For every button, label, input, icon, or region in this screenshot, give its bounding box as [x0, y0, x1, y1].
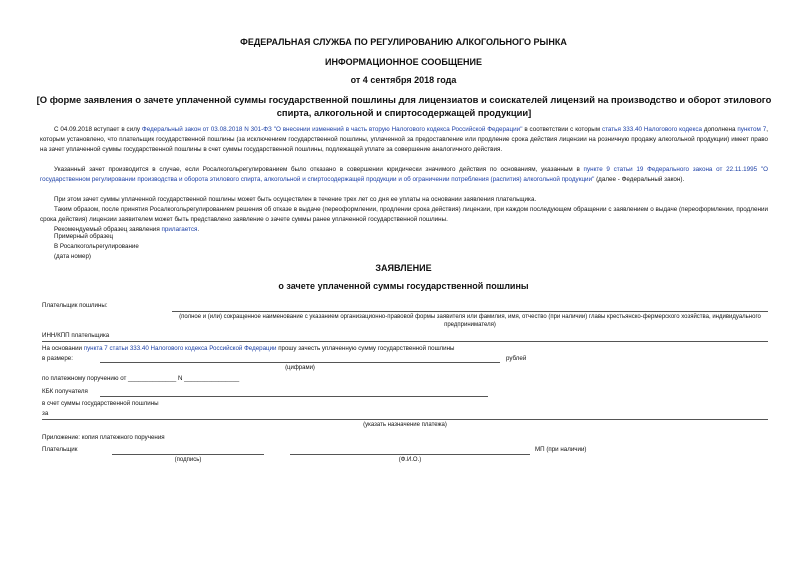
- purpose-field-line[interactable]: [42, 419, 768, 420]
- fio-caption: (Ф.И.О.): [398, 457, 422, 463]
- for-label: за: [42, 410, 49, 417]
- paragraph-3: При этом зачет суммы уплаченной государственной пошлины может быть осуществлен в течение трех лет со дня ее уплаты на основании заявления плательщика.: [54, 196, 537, 203]
- payer-sign-label: Плательщик: [42, 446, 78, 453]
- doc-subject: [О форме заявления о зачете уплаченной суммы государственной пошлины для лицензиатов и соискателей лицензий на производство и оборот этилового спирта, алкогольной и спиртосодержащей продукции]: [36, 94, 772, 118]
- payment-order-line[interactable]: по платежному поручению от ______________ N ________________: [42, 375, 240, 382]
- attachment-note: Приложение: копия платежного поручения: [42, 434, 165, 441]
- link-nk-333-40-p7[interactable]: пункта 7 статьи 333.40 Налогового кодекса Российской Федерации: [83, 345, 277, 352]
- form-subtitle: о зачете уплаченной суммы государственной пошлины: [278, 281, 529, 291]
- date-number: (дата номер): [54, 253, 91, 260]
- agency-title: ФЕДЕРАЛЬНАЯ СЛУЖБА ПО РЕГУЛИРОВАНИЮ АЛКОГОЛЬНОГО РЫНКА: [240, 37, 567, 47]
- payer-label: Плательщик пошлины:: [42, 302, 108, 309]
- paragraph-5: Рекомендуемый образец заявления прилагается.: [54, 226, 200, 233]
- digits-caption: (цифрами): [285, 365, 315, 371]
- addressee: В Росалкогольрегулирование: [54, 243, 139, 250]
- signature-field-line[interactable]: [112, 454, 264, 455]
- fio-field-line[interactable]: [290, 454, 530, 455]
- payer-caption: (полное и (или) сокращенное наименование с указанием организационно-правовой формы заявителя или фамилия, имя, отчество (при наличии) главы крестьянско-фермерского хозяйства, индивидуального предпринимателя): [179, 314, 761, 328]
- amount-label: в размере:: [42, 355, 73, 362]
- link-federal-law-1995[interactable]: пункте 9 статьи 19 Федерального закона от 22.11.1995 "О государственном регулировании производства и оборота этилового спирта, алкогольной и спиртосодержащей продукции и об ограничении потребления (распития) алкогольной продукции": [40, 166, 768, 183]
- rubles-label: рублей: [506, 355, 527, 362]
- doc-type: ИНФОРМАЦИОННОЕ СООБЩЕНИЕ: [325, 57, 482, 67]
- doc-date: от 4 сентября 2018 года: [350, 75, 457, 85]
- link-attached-sample[interactable]: прилагается: [161, 226, 198, 233]
- stamp-label: МП (при наличии): [535, 446, 587, 453]
- amount-field-line[interactable]: [100, 362, 500, 363]
- kbk-field-line[interactable]: [100, 396, 488, 397]
- inn-field-line[interactable]: [42, 341, 768, 342]
- paragraph-4: Таким образом, после принятия Росалкогольрегулированием решения об отказе в выдаче (переоформлении, продлении срока действия) лицензии, при каждом последующем обращении с заявлением о выдаче (переоформлении, продлении срока действия) лицензии заявителем может быть представлено заявление о зачете суммы ранее уплаченной государственной пошлины.: [40, 206, 768, 223]
- link-point-7[interactable]: пунктом 7: [737, 126, 767, 133]
- form-title: ЗАЯВЛЕНИЕ: [375, 263, 432, 273]
- link-law-301[interactable]: Федеральный закон от 03.08.2018 N 301-ФЗ "О внесении изменений в часть вторую Налогового кодекса Российской Федерации": [141, 126, 523, 133]
- offset-label: в счет суммы государственной пошлины: [42, 400, 159, 407]
- paragraph-1: С 04.09.2018 вступает в силу Федеральный закон от 03.08.2018 N 301-ФЗ "О внесении изменений в часть вторую Налогового кодекса Российской Федерации" в соответствии с которым статья 333.40 Налогового кодекса дополнена пунктом 7, которым установлено, что плательщик государственной пошлины (за исключением государственной пошлины, уплаченной за предоставление или продление срока действия лицензии на розничную продажу алкогольной продукции) имеет право на зачет уплаченной суммы государственной пошлины в счет суммы государственной пошлины, подлежащей уплате за совершение аналогичного действия.: [40, 126, 768, 153]
- inn-label: ИНН/КПП плательщика: [42, 332, 110, 339]
- payer-field-line[interactable]: [172, 311, 768, 312]
- basis-line: На основании пункта 7 статьи 333.40 Налогового кодекса Российской Федерации прошу зачесть уплаченную сумму государственной пошлины: [42, 345, 455, 352]
- purpose-caption: (указать назначение платежа): [363, 422, 447, 428]
- paragraph-2: Указанный зачет производится в случае, если Росалкогольрегулированием было отказано в совершении юридически значимого действия по основаниям, указанным в пункте 9 статьи 19 Федерального закона от 22.11.1995 "О государственном регулировании производства и оборота этилового спирта, алкогольной и спиртосодержащей продукции и об ограничении потребления (распития) алкогольной продукции" (далее - Федеральный закон).: [40, 166, 768, 183]
- signature-caption: (подпись): [174, 457, 202, 463]
- kbk-label: КБК получателя: [42, 388, 88, 395]
- link-article-333-40[interactable]: статья 333.40 Налогового кодекса: [601, 126, 702, 133]
- sample-label: Примерный образец: [54, 233, 114, 240]
